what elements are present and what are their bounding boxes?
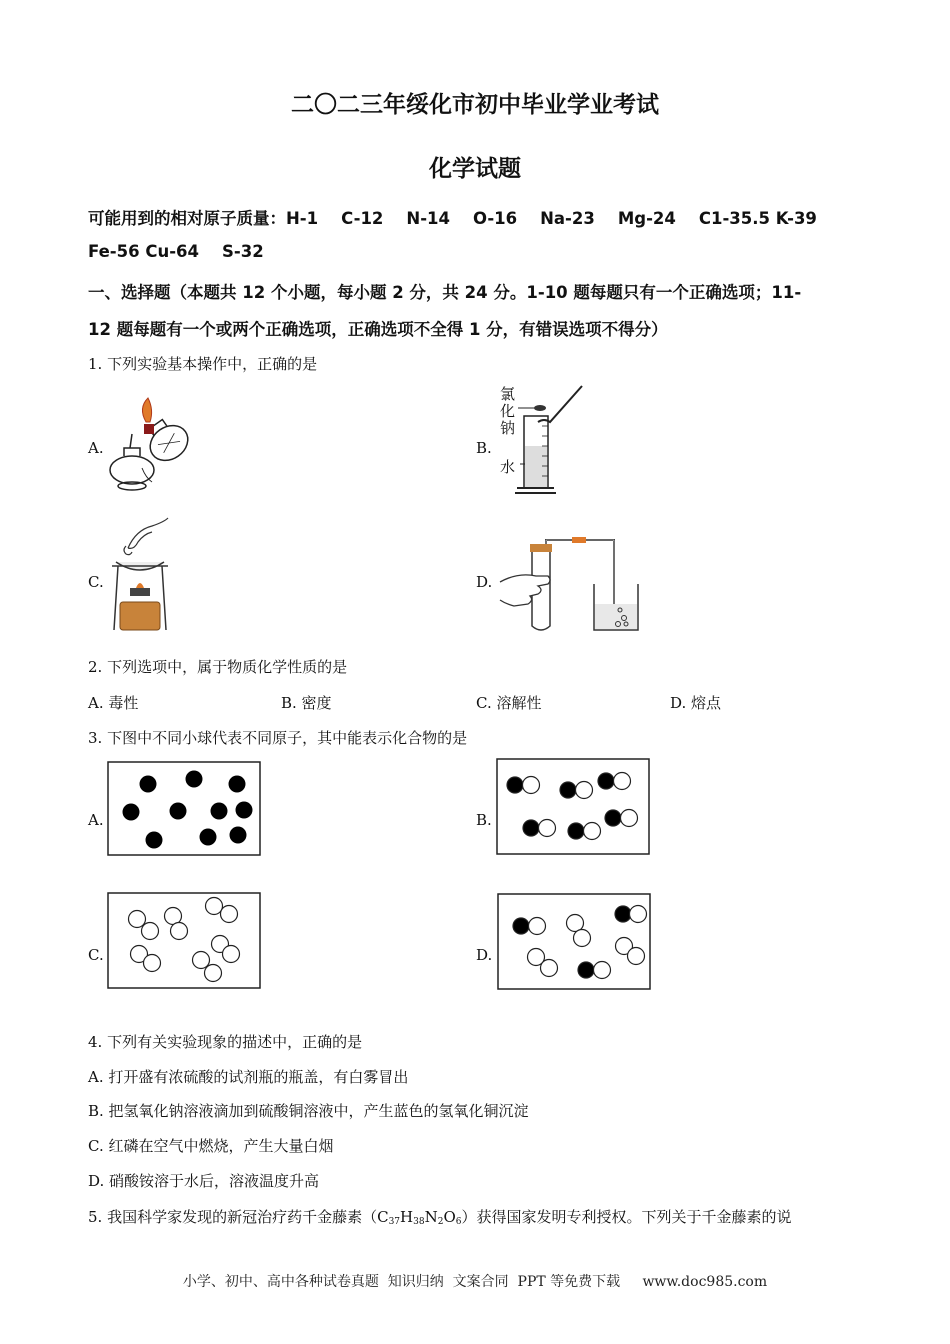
airtightness-check-icon	[496, 530, 646, 634]
alcohol-lamp-lighting-icon	[104, 398, 204, 498]
q3-diagram-d	[497, 893, 651, 990]
q4-option-c: C. 红磷在空气中燃烧，产生大量白烟	[88, 1137, 334, 1155]
q4-stem: 4. 下列有关实验现象的描述中，正确的是	[88, 1033, 363, 1051]
q4-option-a: A. 打开盛有浓硫酸的试剂瓶的瓶盖，有白雾冒出	[88, 1068, 409, 1086]
q3-option-c-label: C.	[88, 946, 104, 964]
footer-text: 小学、初中、高中各种试卷真题 知识归纳 文案合同 PPT 等免费下载 www.doc985.com	[182, 1274, 768, 1290]
q2-stem: 2. 下列选项中，属于物质化学性质的是	[88, 658, 348, 676]
q3-option-b-label: B.	[476, 811, 492, 829]
q5-stem: 5. 我国科学家发现的新冠治疗药千金藤素$(C_{37}H_{38}N_2O_6)$获得国家发明专利授权。下列关于千金藤素的说	[88, 1208, 792, 1227]
q3-option-a-label: A.	[88, 811, 104, 829]
section-heading-line-2: 12 题每题有一个或两个正确选项，正确选项不全得 1 分，有错误选项不得分）	[88, 320, 668, 339]
section-heading-line-1: 一、选择题（本题共 12 个小题，每小题 2 分，共 24 分。1-10 题每题只有一个正确选项；11-	[88, 283, 802, 302]
q4-option-d: D. 硝酸铵溶于水后，溶液温度升高	[88, 1172, 320, 1190]
q3-diagram-a	[107, 761, 261, 856]
graduated-cylinder-dissolving-icon	[516, 382, 586, 500]
chemical-formula: $C_{37}H_{38}N_2O_6$	[377, 1208, 462, 1227]
atomic-mass-line-2: Fe-56 Cu-64 S-32	[88, 242, 264, 261]
q2-option-d: D. 熔点	[670, 694, 722, 712]
q4-option-b: B. 把氢氧化钠溶液滴加到硫酸铜溶液中，产生蓝色的氢氧化铜沉淀	[88, 1102, 529, 1120]
q3-stem: 3. 下图中不同小球代表不同原子，其中能表示化合物的是	[88, 729, 468, 747]
q1-option-a-label: A.	[88, 439, 104, 457]
subject-title: 化学试题	[429, 156, 521, 182]
exam-title: 二〇二三年绥化市初中毕业学业考试	[291, 92, 659, 118]
q3-option-d-label: D.	[476, 946, 493, 964]
q1-option-c-label: C.	[88, 573, 104, 591]
q3-diagram-b	[496, 758, 650, 855]
q1-option-d-label: D.	[476, 573, 493, 591]
q1-option-b-label: B.	[476, 439, 492, 457]
atomic-mass-line-1: 可能用到的相对原子质量：H-1 C-12 N-14 O-16 Na-23 Mg-24 C1-35.5 K-39	[88, 209, 817, 228]
water-label: 水	[500, 458, 516, 476]
sodium-chloride-label: 氯 化 钠	[500, 385, 516, 437]
evaporating-dish-on-burner-icon	[108, 518, 174, 634]
q2-option-a: A. 毒性	[88, 694, 139, 712]
q3-diagram-c	[107, 892, 261, 989]
q1-stem: 1. 下列实验基本操作中，正确的是	[88, 355, 318, 373]
q2-option-b: B. 密度	[281, 694, 332, 712]
q2-option-c: C. 溶解性	[476, 694, 542, 712]
